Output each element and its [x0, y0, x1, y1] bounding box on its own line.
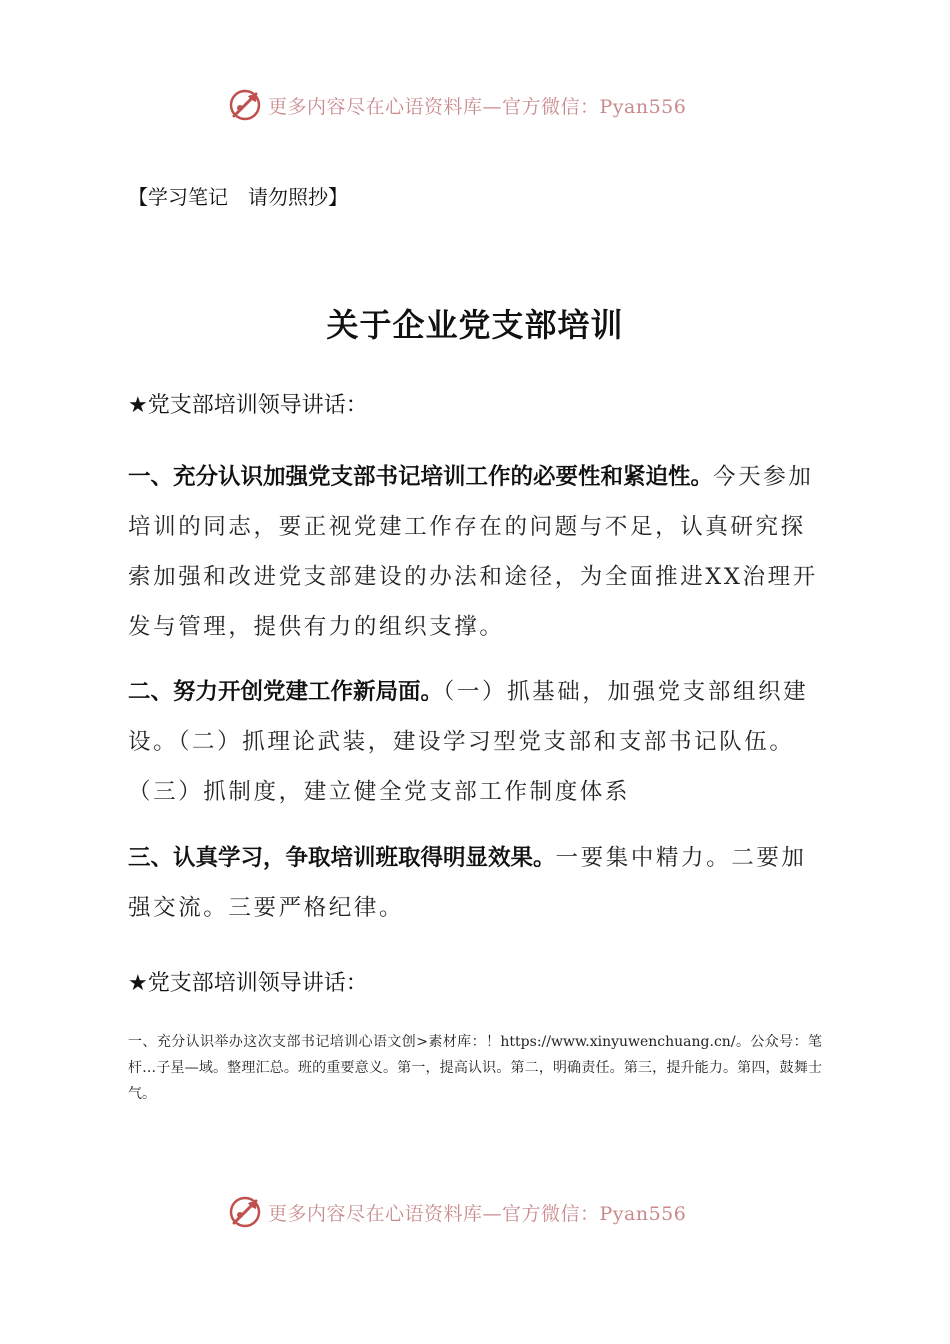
paragraph — [128, 667, 822, 817]
section-heading: ★党支部培训领导讲话： — [128, 971, 368, 996]
banner-text: 更多内容尽在心语资料库—官方微信：Pyan556 — [268, 1202, 687, 1225]
paragraph-body: （一）抓基础，加强党支部组织建设。（二）抓理论武装，建设学习型党支部和支部书记队伍。（三）抓制度，建立健全党支部工作制度体系 — [128, 679, 809, 805]
paragraph-lead: 三、认真学习，争取培训班取得明显效果。 — [128, 845, 556, 871]
section-heading: ★党支部培训领导讲话： — [128, 393, 368, 418]
paragraph-body: 今天参加培训的同志，要正视党建工作存在的问题与不足，认真研究探索加强和改进党支部建设的办法和途径，为全面推进XX治理开发与管理，提供有力的组织支撑。 — [128, 464, 818, 640]
paragraph-body: 一要集中精力。二要加强交流。三要严格纪律。 — [128, 845, 807, 921]
quill-logo-icon — [228, 88, 262, 122]
quill-logo-icon — [228, 1195, 262, 1229]
study-note-label: 【学习笔记 请勿照抄】 — [128, 185, 348, 209]
document-title: 关于企业党支部培训 — [326, 306, 624, 344]
paragraph-lead: 二、努力开创党建工作新局面。 — [128, 679, 444, 705]
banner-text: 更多内容尽在心语资料库—官方微信：Pyan556 — [268, 95, 687, 118]
paragraph-lead: 一、充分认识加强党支部书记培训工作的必要性和紧迫性。 — [128, 464, 714, 490]
small-text-paragraph: 一、充分认识举办这次支部书记培训心语文创>素材库：！https://www.xinyuwenchuang.cn/。公众号：笔杆…子星—域。整理汇总。班的重要意义。第一，提高认识。第二，明确责任。第三，提升能力。第四，鼓舞士气。 — [128, 1034, 822, 1102]
footer-banner — [228, 1194, 686, 1230]
paragraph — [128, 833, 822, 933]
paragraph — [128, 452, 822, 652]
header-banner — [228, 87, 686, 123]
